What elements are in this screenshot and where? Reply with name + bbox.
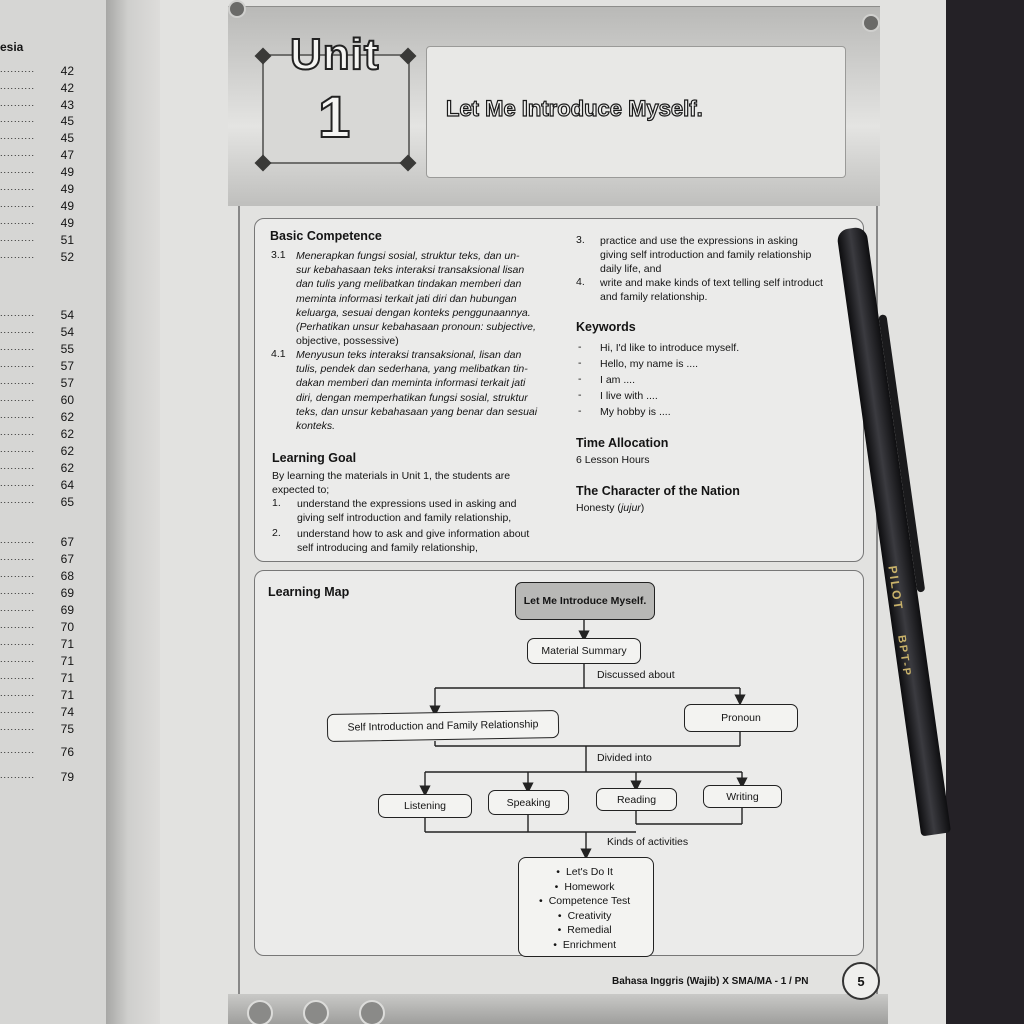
competence-line: dan tulis yang melibatkan tindakan memberi dan — [296, 278, 522, 291]
competence-line: keluarga, sesuai dengan konteks penggunaannya. — [296, 306, 531, 319]
competence-line: objective, possessive) — [296, 335, 399, 348]
pen-brand: PILOT — [885, 564, 906, 612]
competence-line: meminta informasi terkait jati diri dan hubungan — [296, 292, 517, 305]
activity-item: • Let's Do It — [539, 865, 630, 880]
toc-dots: .......... — [0, 342, 36, 352]
goal-line: daily life, and — [600, 263, 662, 276]
map-root-node: Let Me Introduce Myself. — [515, 582, 655, 620]
toc-dots: .......... — [0, 114, 36, 124]
map-activities-node — [518, 857, 654, 957]
bullet-dash: - — [578, 373, 582, 385]
map-topic-node: Pronoun — [684, 704, 798, 732]
character-text-end: ) — [640, 502, 645, 514]
goal-line: giving self introduction and family relationship — [600, 249, 812, 262]
competence-line: dakan memberi dan meminta informasi terkait jati — [296, 377, 526, 390]
toc-page-number: 49 — [60, 216, 74, 230]
toc-page-number: 45 — [60, 131, 74, 145]
competence-line: (Perhatikan unsur kebahasaan pronoun: subjective, — [296, 321, 536, 334]
toc-dots: .......... — [0, 461, 36, 471]
toc-page-number: 54 — [60, 308, 74, 322]
toc-dots: .......... — [0, 427, 36, 437]
toc-page-number: 49 — [60, 182, 74, 196]
toc-page-number: 60 — [60, 393, 74, 407]
character-text: Honesty ( — [576, 502, 621, 514]
toc-dots: .......... — [0, 148, 36, 158]
toc-page-number: 47 — [60, 148, 74, 162]
toc-page-number: 42 — [60, 81, 74, 95]
toc-page-number: 68 — [60, 569, 74, 583]
character-heading: The Character of the Nation — [576, 484, 740, 498]
unit-title: Let Me Introduce Myself. — [446, 96, 703, 121]
goal-line: practice and use the expressions in asking — [600, 235, 798, 247]
toc-page-number: 51 — [60, 233, 74, 247]
toc-page-number: 54 — [60, 325, 74, 339]
toc-page-number: 43 — [60, 98, 74, 112]
unit-number: 1 — [318, 85, 351, 150]
toc-dots: .......... — [0, 478, 36, 488]
toc-dots: .......... — [0, 552, 36, 562]
goal-number: 3. — [576, 234, 585, 246]
toc-page-number: 76 — [60, 745, 74, 759]
map-topic-node: Self Introduction and Family Relationship — [327, 710, 559, 742]
footer-ornament — [303, 1000, 329, 1024]
toc-dots: .......... — [0, 586, 36, 596]
pen-model: BPT-P — [895, 634, 913, 679]
toc-dots: .......... — [0, 705, 36, 715]
goal-line: and family relationship. — [600, 291, 708, 304]
bullet-dash: - — [578, 341, 582, 353]
toc-page-number: 71 — [60, 637, 74, 651]
keyword-item: I am .... — [600, 374, 636, 386]
goal-line: write and make kinds of text telling self introduct — [600, 277, 823, 289]
map-discussed-label: Discussed about — [597, 669, 675, 681]
toc-page-number: 62 — [60, 427, 74, 441]
toc-dots: .......... — [0, 535, 36, 545]
competence-line: Menerapkan fungsi sosial, struktur teks, dan un- — [296, 250, 520, 262]
time-allocation-heading: Time Allocation — [576, 436, 669, 450]
toc-dots: .......... — [0, 770, 36, 780]
goal-number: 1. — [272, 497, 281, 509]
toc-page-number: 79 — [60, 770, 74, 784]
activity-item: • Remedial — [539, 923, 630, 938]
character-italic: jujur — [620, 502, 641, 514]
toc-page-number: 69 — [60, 603, 74, 617]
basic-competence-heading: Basic Competence — [270, 229, 382, 243]
goal-line: understand how to ask and give information about — [297, 528, 530, 540]
toc-page-number: 64 — [60, 478, 74, 492]
unit-label: Unit — [290, 30, 380, 79]
toc-dots: .......... — [0, 603, 36, 613]
activity-item: • Homework — [539, 880, 630, 895]
toc-page-number: 71 — [60, 671, 74, 685]
bullet-dash: - — [578, 389, 582, 401]
toc-dots: .......... — [0, 745, 36, 755]
competence-number: 3.1 — [271, 249, 286, 261]
activity-item: • Enrichment — [539, 938, 630, 953]
toc-dots: .......... — [0, 199, 36, 209]
toc-page-number: 62 — [60, 410, 74, 424]
goal-line: giving self introduction and family relationship, — [297, 512, 512, 525]
competence-line: tulis, pendek dan sederhana, yang melibatkan tin- — [296, 363, 528, 376]
toc-dots: .......... — [0, 250, 36, 260]
toc-dots: .......... — [0, 182, 36, 192]
toc-page-number: 75 — [60, 722, 74, 736]
bullet-dash: - — [578, 405, 582, 417]
keywords-heading: Keywords — [576, 320, 636, 334]
map-kinds-label: Kinds of activities — [607, 836, 689, 848]
map-divided-label: Divided into — [597, 752, 652, 764]
footer-ornament — [359, 1000, 385, 1024]
map-skill-node: Reading — [596, 788, 677, 811]
toc-dots: .......... — [0, 131, 36, 141]
toc-dots: .......... — [0, 637, 36, 647]
toc-dots: .......... — [0, 620, 36, 630]
toc-page-number: 42 — [60, 64, 74, 78]
competence-line: sur kebahasaan teks interaksi transaksional lisan — [296, 264, 525, 277]
footer-ornament — [247, 1000, 273, 1024]
competence-line: konteks. — [296, 420, 336, 433]
toc-page-number: 52 — [60, 250, 74, 264]
toc-page-number: 71 — [60, 654, 74, 668]
toc-dots: .......... — [0, 569, 36, 579]
intro-line: By learning the materials in Unit 1, the students are — [272, 470, 511, 482]
goal-number: 2. — [272, 527, 281, 539]
toc-page-number: 74 — [60, 705, 74, 719]
map-skill-node: Writing — [703, 785, 782, 808]
map-skill-node: Listening — [378, 794, 472, 818]
page-number: 5 — [842, 962, 880, 1000]
toc-dots: .......... — [0, 359, 36, 369]
intro-line: expected to; — [272, 484, 330, 497]
toc-page-number: 67 — [60, 552, 74, 566]
toc-dots: .......... — [0, 393, 36, 403]
toc-dots: .......... — [0, 308, 36, 318]
toc-dots: .......... — [0, 325, 36, 335]
toc-dots: .......... — [0, 64, 36, 74]
toc-dots: .......... — [0, 444, 36, 454]
goal-number: 4. — [576, 276, 585, 288]
learning-map-heading: Learning Map — [268, 585, 350, 599]
keyword-item: Hi, I'd like to introduce myself. — [600, 342, 740, 354]
toc-page-number: 67 — [60, 535, 74, 549]
time-allocation-value: 6 Lesson Hours — [576, 454, 650, 466]
activity-item: • Creativity — [539, 909, 630, 924]
toc-dots: .......... — [0, 233, 36, 243]
toc-dots: .......... — [0, 688, 36, 698]
toc-page-number: 71 — [60, 688, 74, 702]
toc-dots: .......... — [0, 654, 36, 664]
toc-dots: .......... — [0, 495, 36, 505]
toc-dots: .......... — [0, 81, 36, 91]
toc-page-number: 55 — [60, 342, 74, 356]
toc-page-number: 65 — [60, 495, 74, 509]
toc-page-number: 69 — [60, 586, 74, 600]
toc-dots: .......... — [0, 376, 36, 386]
toc-page-number: 70 — [60, 620, 74, 634]
toc-page-number: 62 — [60, 461, 74, 475]
toc-heading-fragment: esia — [0, 40, 24, 54]
competence-line: Menyusun teks interaksi transaksional, lisan dan — [296, 349, 522, 361]
toc-page-number: 57 — [60, 376, 74, 390]
toc-page-number: 62 — [60, 444, 74, 458]
competence-line: diri, dengan memperhatikan fungsi sosial, struktur — [296, 391, 528, 404]
bullet-dash: - — [578, 357, 582, 369]
footer-text: Bahasa Inggris (Wajib) X SMA/MA - 1 / PN — [612, 976, 809, 987]
goal-line: self introducing and family relationship, — [297, 542, 478, 555]
competence-number: 4.1 — [271, 348, 286, 360]
activities-list — [539, 865, 630, 953]
goal-line: understand the expressions used in asking and — [297, 498, 517, 510]
toc-dots: .......... — [0, 410, 36, 420]
toc-page-number: 49 — [60, 199, 74, 213]
keyword-item: My hobby is .... — [600, 406, 671, 418]
keyword-item: Hello, my name is .... — [600, 358, 699, 370]
activity-item: • Competence Test — [539, 894, 630, 909]
competence-line: teks, dan unsur kebahasaan yang benar dan sesuai — [296, 405, 538, 418]
toc-page-number: 49 — [60, 165, 74, 179]
map-skill-node: Speaking — [488, 790, 569, 815]
learning-goal-heading: Learning Goal — [272, 451, 357, 465]
toc-page-number: 45 — [60, 114, 74, 128]
toc-dots: .......... — [0, 98, 36, 108]
toc-dots: .......... — [0, 671, 36, 681]
toc-page-number: 57 — [60, 359, 74, 373]
keyword-item: I live with .... — [600, 390, 658, 402]
toc-dots: .......... — [0, 165, 36, 175]
toc-dots: .......... — [0, 216, 36, 226]
map-summary-node: Material Summary — [527, 638, 641, 664]
toc-dots: .......... — [0, 722, 36, 732]
